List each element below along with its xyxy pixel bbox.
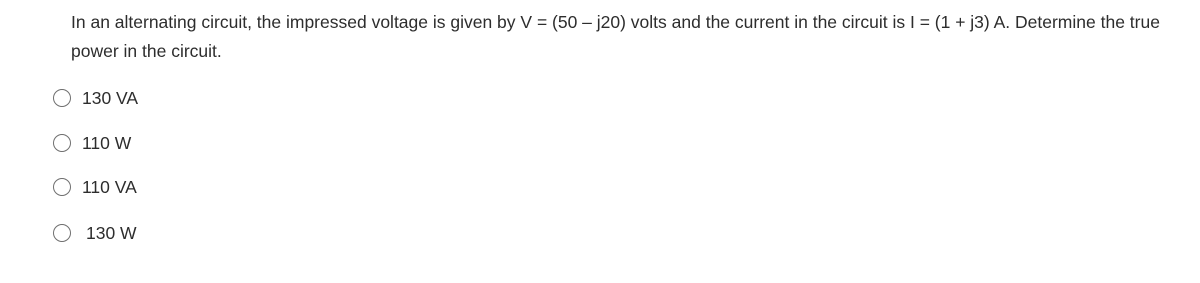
answer-option-110-va[interactable] bbox=[53, 175, 137, 199]
answer-option-label: 130 W bbox=[86, 222, 137, 243]
radio-button[interactable] bbox=[53, 224, 71, 242]
question-text: In an alternating circuit, the impressed voltage is given by V = (50 – j20) volts and the current in the circuit is I = (1 + j3) A. Determine the true power in the circuit. bbox=[71, 12, 1160, 61]
answer-option-130-va[interactable] bbox=[53, 86, 138, 110]
answer-option-label: 110 W bbox=[82, 132, 132, 153]
radio-button[interactable] bbox=[53, 178, 71, 196]
answer-option-label: 110 VA bbox=[82, 176, 137, 197]
answer-option-110-w[interactable] bbox=[53, 131, 131, 155]
answer-option-label: 130 VA bbox=[82, 87, 139, 108]
answer-option-130-w[interactable] bbox=[53, 221, 137, 245]
radio-button[interactable] bbox=[53, 134, 71, 152]
radio-button[interactable] bbox=[53, 89, 71, 107]
